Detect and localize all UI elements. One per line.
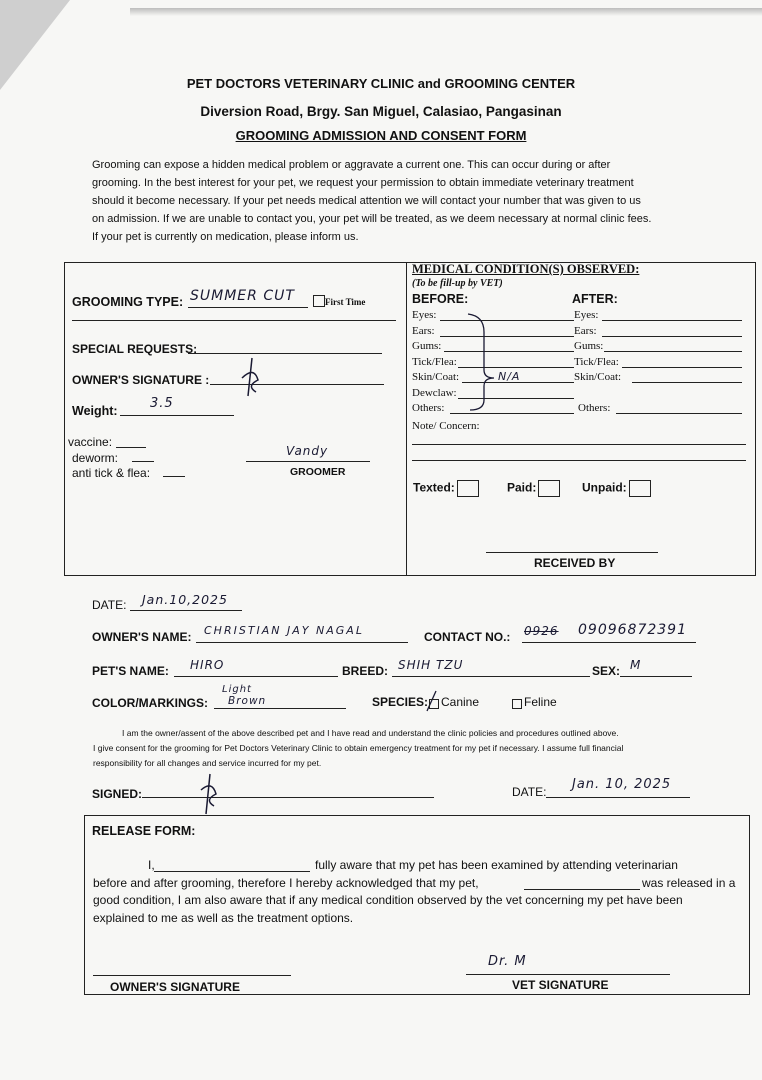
weight-label: Weight: [72,404,118,418]
deworm-line [132,461,154,462]
before-label: BEFORE: [412,292,469,306]
bracket-mark [466,312,506,412]
intro-line: on admission. If we are unable to contact you, your pet will be treated, as we deem necessary at normal clinic fees. [92,213,652,225]
after-label: AFTER: [572,292,618,306]
release-pet-line [524,889,640,890]
sex-label: SEX: [592,664,621,678]
after-item-line [632,382,742,383]
note-line-1 [412,444,746,445]
grooming-type-line [188,307,308,308]
after-item-label: Tick/Flea: [574,355,619,368]
intro-line: If your pet is currently on medication, please inform us. [92,231,359,243]
after-item-line [602,320,742,321]
column-divider [406,262,407,576]
owner-name-label: OWNER'S NAME: [92,630,192,644]
contact-value: 09096872391 [578,622,687,638]
sex-value: M [630,658,642,672]
signed-date-line [546,797,690,798]
color-markings-label: COLOR/MARKINGS: [92,696,208,710]
before-item-line [440,336,574,337]
grooming-type-label: GROOMING TYPE: [72,295,184,309]
date-label: DATE: [92,598,127,612]
after-item-label: Skin/Coat: [574,371,622,383]
canine-checkbox[interactable] [429,699,439,709]
breed-line [392,676,590,677]
release-title: RELEASE FORM: [92,824,196,838]
feline-label: Feline [524,695,557,709]
medical-subtitle: (To be fill-up by VET) [412,278,503,289]
intro-line: Grooming can expose a hidden medical problem or aggravate a current one. This can occur during or after [92,159,611,171]
medical-title: MEDICAL CONDITION(S) OBSERVED: [412,262,640,276]
color-value-2: Brown [228,695,267,707]
consent-line-1: I am the owner/assent of the above described pet and I have read and understand the clinic policies and procedures outlined above. [122,728,619,738]
release-owner-signature-line [93,975,291,976]
texted-text: Texted: [413,480,455,495]
release-owner-signature-label: OWNER'S SIGNATURE [110,980,240,994]
received-by-line [486,552,658,553]
release-line1-a: I, [148,858,155,872]
release-line2-b: was released in a [642,876,736,890]
pet-name-line [174,676,338,677]
owner-name-line [196,642,408,643]
weight-line [120,415,234,416]
after-item-line [604,351,742,352]
canine-label: Canine [441,695,480,709]
texted-checkbox[interactable] [457,480,479,497]
weight-value: 3.5 [150,396,174,411]
unpaid-checkbox[interactable] [629,480,651,497]
paid-text: Paid: [507,480,537,495]
color-line [214,708,346,709]
after-item-line [602,336,742,337]
note-line-2 [412,460,746,461]
groomer-line [246,461,370,462]
paid-checkbox[interactable] [538,480,560,497]
before-item-line [444,351,574,352]
unpaid-label [582,480,651,497]
breed-value: SHIH TZU [398,658,464,672]
contact-struck: 0926 [524,624,559,638]
feline-checkbox[interactable] [512,699,522,709]
before-item-label: Skin/Coat: [412,371,460,383]
after-item-line [622,367,742,368]
anti-tick-flea-label: anti tick & flea: [72,466,151,480]
after-item-label: Eyes: [574,309,599,321]
vaccine-line [116,447,146,448]
na-note: N/A [498,370,521,383]
owner-signature-label: OWNER'S SIGNATURE : [72,373,210,387]
species-label: SPECIES: [372,695,429,709]
note-concern-label: Note/ Concern: [412,420,480,432]
vet-signed: Dr. M [488,954,527,969]
deworm-label: deworm: [72,451,119,465]
first-time-checkbox[interactable] [313,295,325,307]
pet-name-label: PET'S NAME: [92,664,169,678]
paid-label [507,480,560,497]
special-requests-line [188,353,382,354]
contact-line [522,642,696,643]
anti-tick-flea-line [163,476,185,477]
vaccine-label: vaccine: [68,435,113,449]
consent-line-2: I give consent for the grooming for Pet Doctors Veterinary Clinic to obtain emergency treatment for my pet if necessary. I assume full financial [93,743,624,753]
clinic-address: Diversion Road, Brgy. San Miguel, Calasiao, Pangasinan [200,104,562,119]
before-item-label: Others: [412,402,445,414]
signed-date-label: DATE: [512,785,547,799]
vet-signature-label: VET SIGNATURE [512,978,609,992]
intro-line: grooming. In the best interest for your pet, we request your permission to obtain immediate veterinary treatment [92,177,634,189]
special-requests-label: SPECIAL REQUESTS: [72,342,198,356]
signed-label: SIGNED: [92,787,143,801]
release-line1-b: fully aware that my pet has been examined by attending veterinarian [315,858,678,872]
pet-name-value: HIRO [190,658,225,672]
before-item-line [450,413,574,414]
breed-label: BREED: [342,664,389,678]
texted-label [413,480,479,497]
signed-line [142,797,434,798]
owner-signature-mark [236,356,266,402]
after-item-label: Ears: [574,324,597,337]
intro-line: should it become necessary. If your pet needs medical attention we will contact your number that was given to us [92,195,641,207]
sex-line [620,676,692,677]
color-value-1: Light [222,684,252,695]
after-item-label: Gums: [574,340,604,352]
groomer-label: GROOMER [290,466,346,478]
before-item-line [440,320,574,321]
release-name-line [154,871,310,872]
clinic-name: PET DOCTORS VETERINARY CLINIC and GROOMING CENTER [186,76,576,91]
before-item-label: Tick/Flea: [412,355,457,368]
form-title: GROOMING ADMISSION AND CONSENT FORM [235,128,527,143]
before-item-label: Eyes: [412,309,437,321]
release-line2-a: before and after grooming, therefore I hereby acknowledged that my pet, [93,876,479,890]
release-line3: good condition, I am also aware that if any medical condition observed by the vet concerning my pet have been [93,893,683,907]
date-line [130,610,242,611]
grooming-type-value: SUMMER CUT [190,288,295,304]
page-top-edge [130,8,762,16]
release-line4: explained to me as well as the treatment options. [93,911,354,925]
first-time-label: First Time [325,297,366,307]
vet-signature-line [466,974,670,975]
before-item-label: Gums: [412,340,442,352]
intro-paragraph [92,156,712,246]
signed-mark [196,772,222,816]
signed-date-value: Jan. 10, 2025 [572,777,672,792]
groomer-name: Vandy [286,444,329,458]
received-by-label: RECEIVED BY [534,556,616,570]
contact-label: CONTACT NO.: [424,630,511,644]
date-value: Jan.10,2025 [142,592,228,607]
before-item-label: Ears: [412,324,435,337]
unpaid-text: Unpaid: [582,480,627,495]
before-item-label: Dewclaw: [412,386,457,399]
consent-line-3: responsibility for all changes and service incurred for my pet. [93,758,322,768]
after-item-line [616,413,742,414]
after-item-label: Others: [578,402,611,414]
grooming-medical-box [64,262,756,576]
grooming-extra-line [72,320,396,321]
owner-name-value: CHRISTIAN JAY NAGAL [204,624,364,637]
